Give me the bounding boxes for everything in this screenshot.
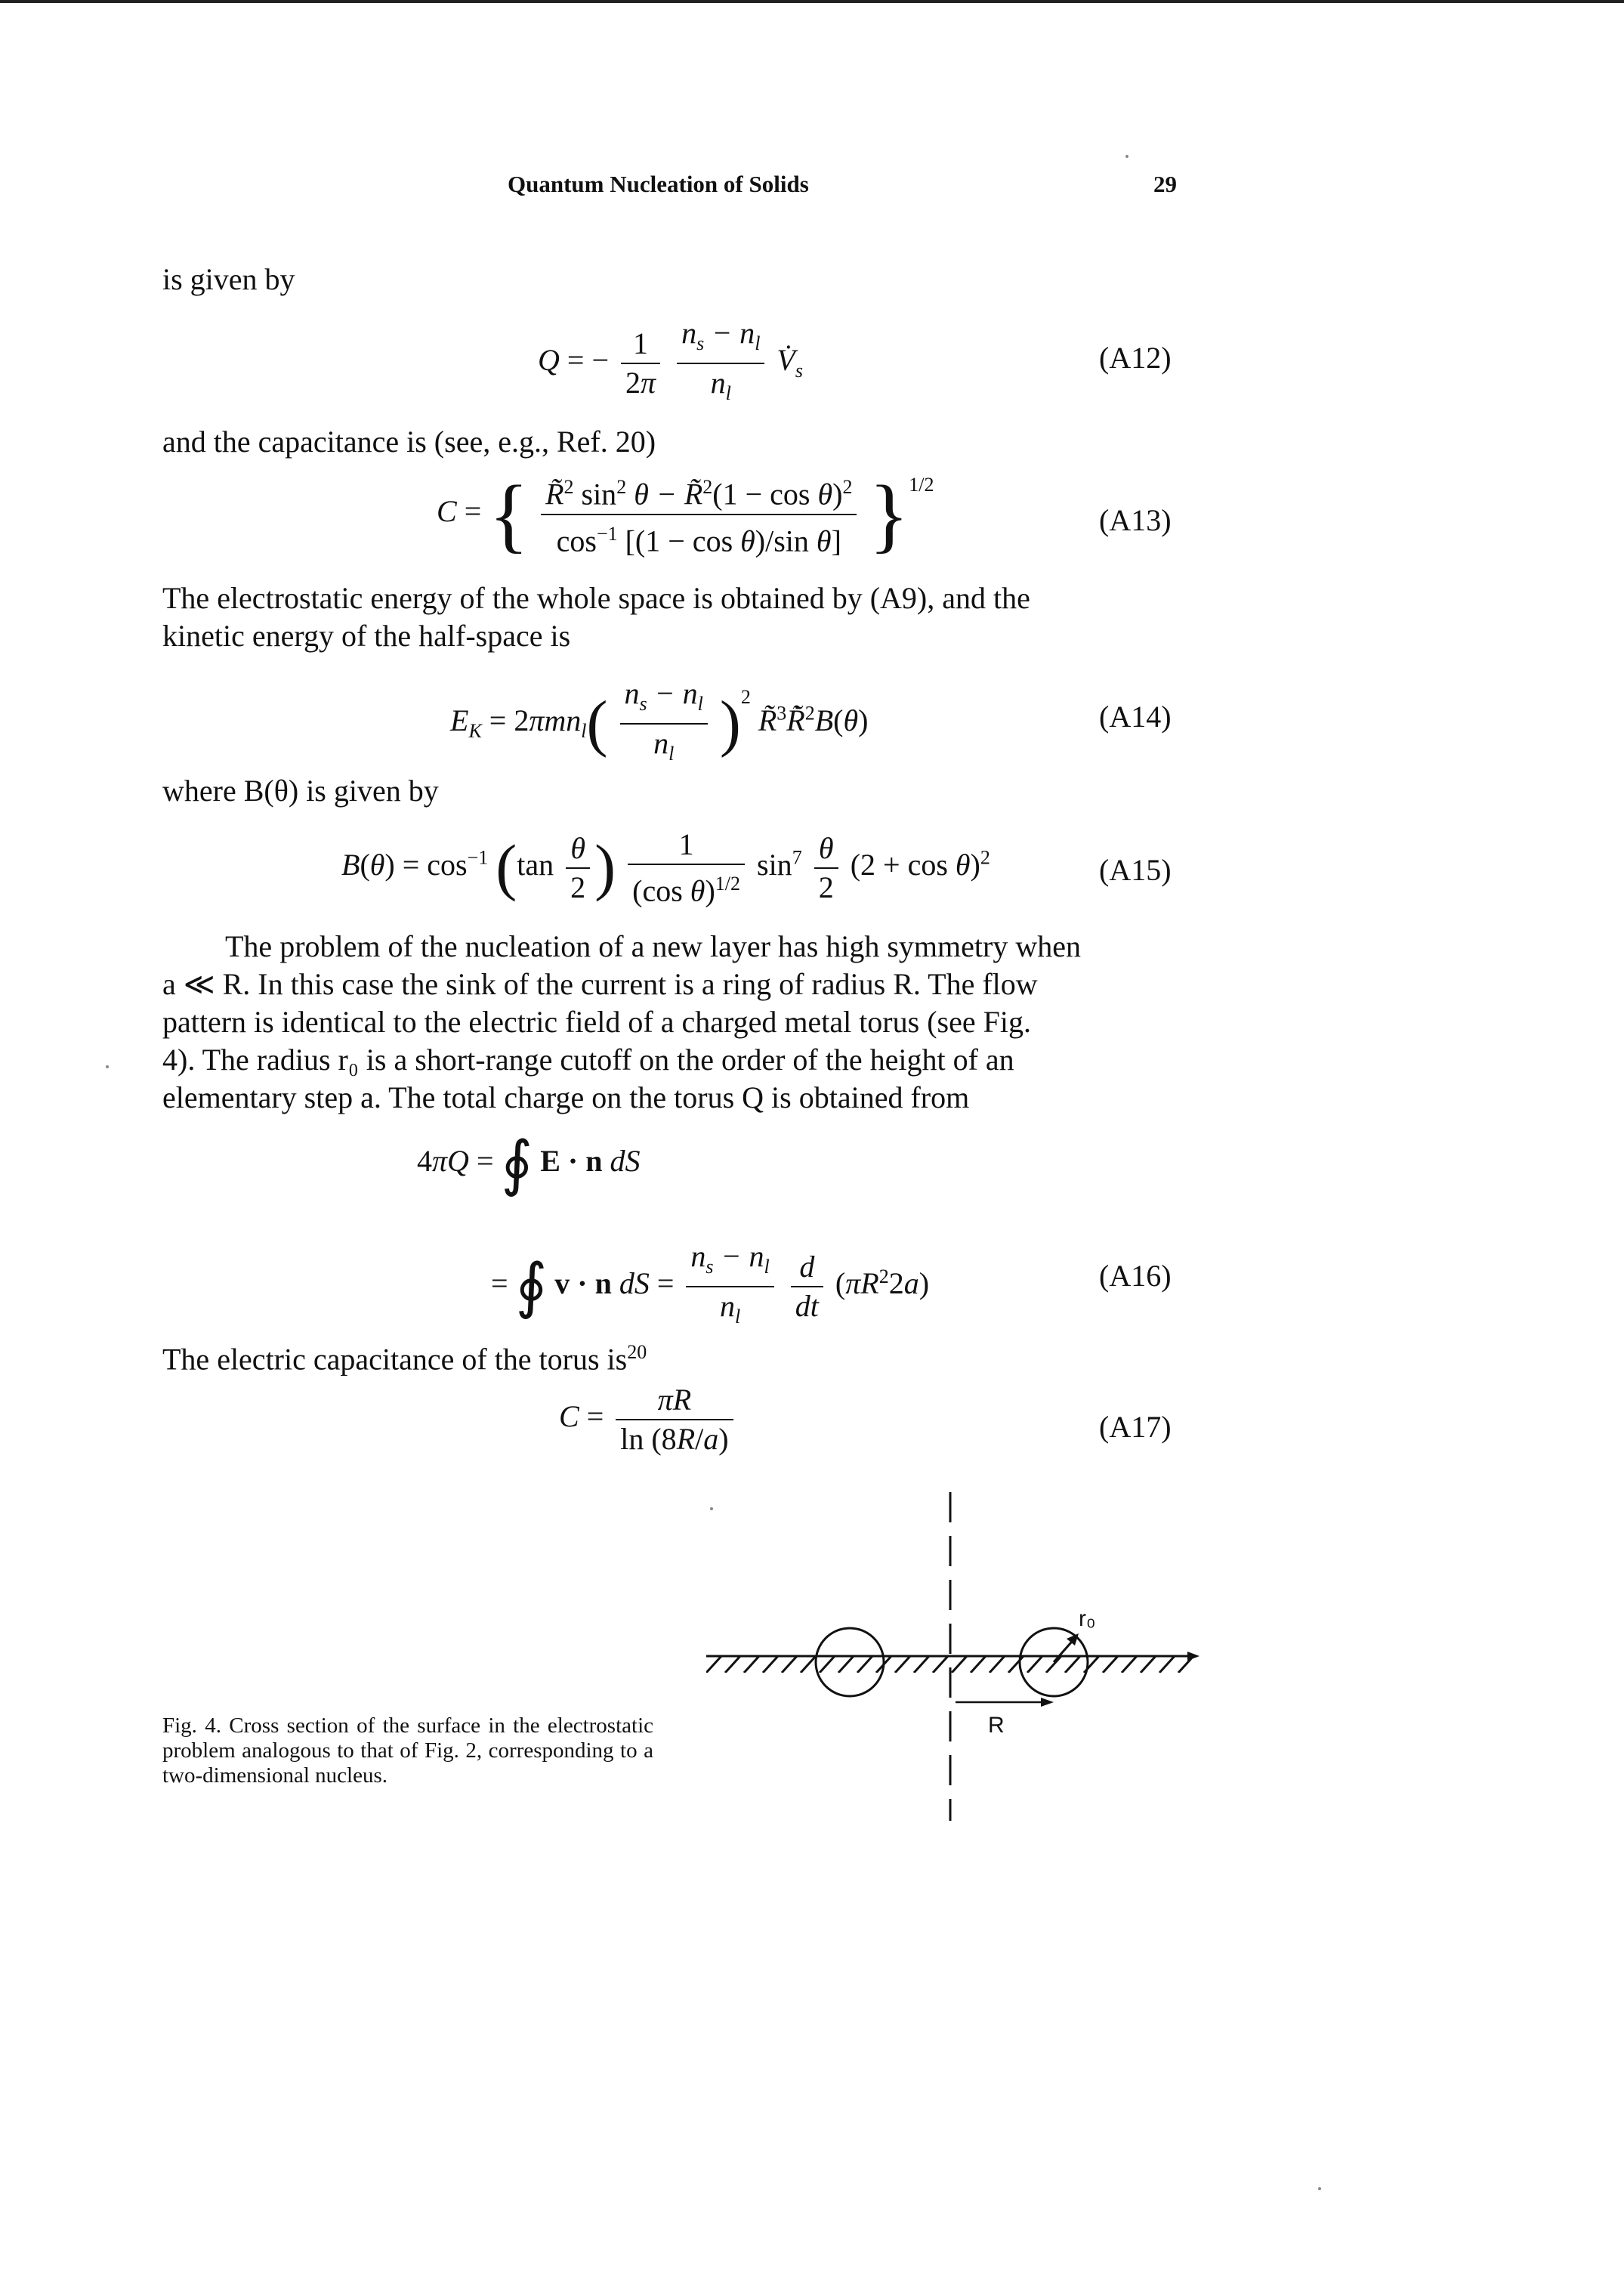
text-electrostatic-line2: kinetic energy of the half-space is [162, 619, 571, 653]
text-nucleation-line3: pattern is identical to the electric field of a charged metal torus (see Fig. [162, 1005, 1031, 1039]
equation-a12: Q = − $\frac{1}{2\pi}$ $\frac{n_s - n_l}{n_l}$ $V̇_s$ [538, 316, 803, 404]
text-where-b-theta: where B(θ) is given by [162, 774, 439, 808]
torus-left-section [816, 1628, 884, 1696]
scan-speck [106, 1065, 109, 1068]
label-R: R [988, 1713, 1005, 1738]
equation-a14: $E_K = 2\pi mn_l$( $\frac{n_s - n_l}{n_l}$ )$^2$ R̃$^3$R̃̇$^2$B(θ) [450, 676, 869, 765]
text-capacitance-intro: and the capacitance is (see, e.g., Ref. 20) [162, 425, 656, 459]
scan-speck [710, 1507, 713, 1510]
text-nucleation-line4: 4). The radius r₀ is a short-range cutoff on the order of the height of an [162, 1043, 1014, 1077]
text-is-given-by: is given by [162, 262, 295, 296]
top-border-rule [0, 0, 1624, 3]
text-nucleation-line2: a ≪ R. In this case the sink of the current is a ring of radius R. The flow [162, 967, 1038, 1001]
equation-a15: $B(\theta) = \cos^{-1} (\tan$ $\frac{\theta}{2}$ ) $\frac{1}{(\cos \theta)^{1/2}}$ $\sin^7$ $\frac{\theta}{2}$ $(2 + \cos \theta)^2$ [341, 827, 990, 908]
equation-number-a14: (A14) [1099, 700, 1172, 734]
scan-speck [1125, 155, 1128, 158]
figure-4-torus-cross-section [695, 1481, 1209, 1836]
equation-a17: C = $\frac{\pi R}{\ln (8R/a)}$ [559, 1383, 738, 1457]
page-number: 29 [1153, 171, 1177, 197]
equation-number-a15: (A15) [1099, 853, 1172, 887]
equation-number-a13: (A13) [1099, 503, 1172, 537]
running-header-title: Quantum Nucleation of Solids [508, 171, 809, 197]
equation-a16-line2: = ∮ v · n dS = $\frac{n_s - n_l}{n_l}$ $\frac{d}{dt}$ $(\pi R^22a)$ [491, 1239, 930, 1327]
scan-speck [1318, 2187, 1321, 2190]
equation-a16-line1: 4πQ = ∮ E · n dS [417, 1130, 641, 1197]
text-nucleation-line1: The problem of the nucleation of a new layer has high symmetry when [225, 929, 1081, 963]
text-torus-capacitance: The electric capacitance of the torus $is^{20}$ [162, 1341, 647, 1377]
equation-a13: C = { $\frac{R̃^2 \sin^2 \theta - R̃^2(1 - \cos \theta)^2}{\cos^{-1} [(1 - \cos \theta)/\sin \theta]}$ }$^{1/2}$ [437, 468, 934, 561]
text-nucleation-line5: elementary step a. The total charge on the torus Q is obtained from [162, 1080, 970, 1114]
text-electrostatic-line1: The electrostatic energy of the whole space is obtained by (A9), and the [162, 581, 1030, 615]
equation-number-a12: (A12) [1099, 341, 1172, 375]
label-r0: r₀ [1079, 1606, 1096, 1631]
figure-4-caption: Fig. 4. Cross section of the surface in the electrostatic problem analogous to that of Fig. 2, corresponding to a two-dimensional nucleus. [162, 1714, 653, 1788]
equation-number-a17: (A17) [1099, 1410, 1172, 1444]
equation-number-a16: (A16) [1099, 1259, 1172, 1293]
R-arrowhead [1041, 1698, 1054, 1707]
